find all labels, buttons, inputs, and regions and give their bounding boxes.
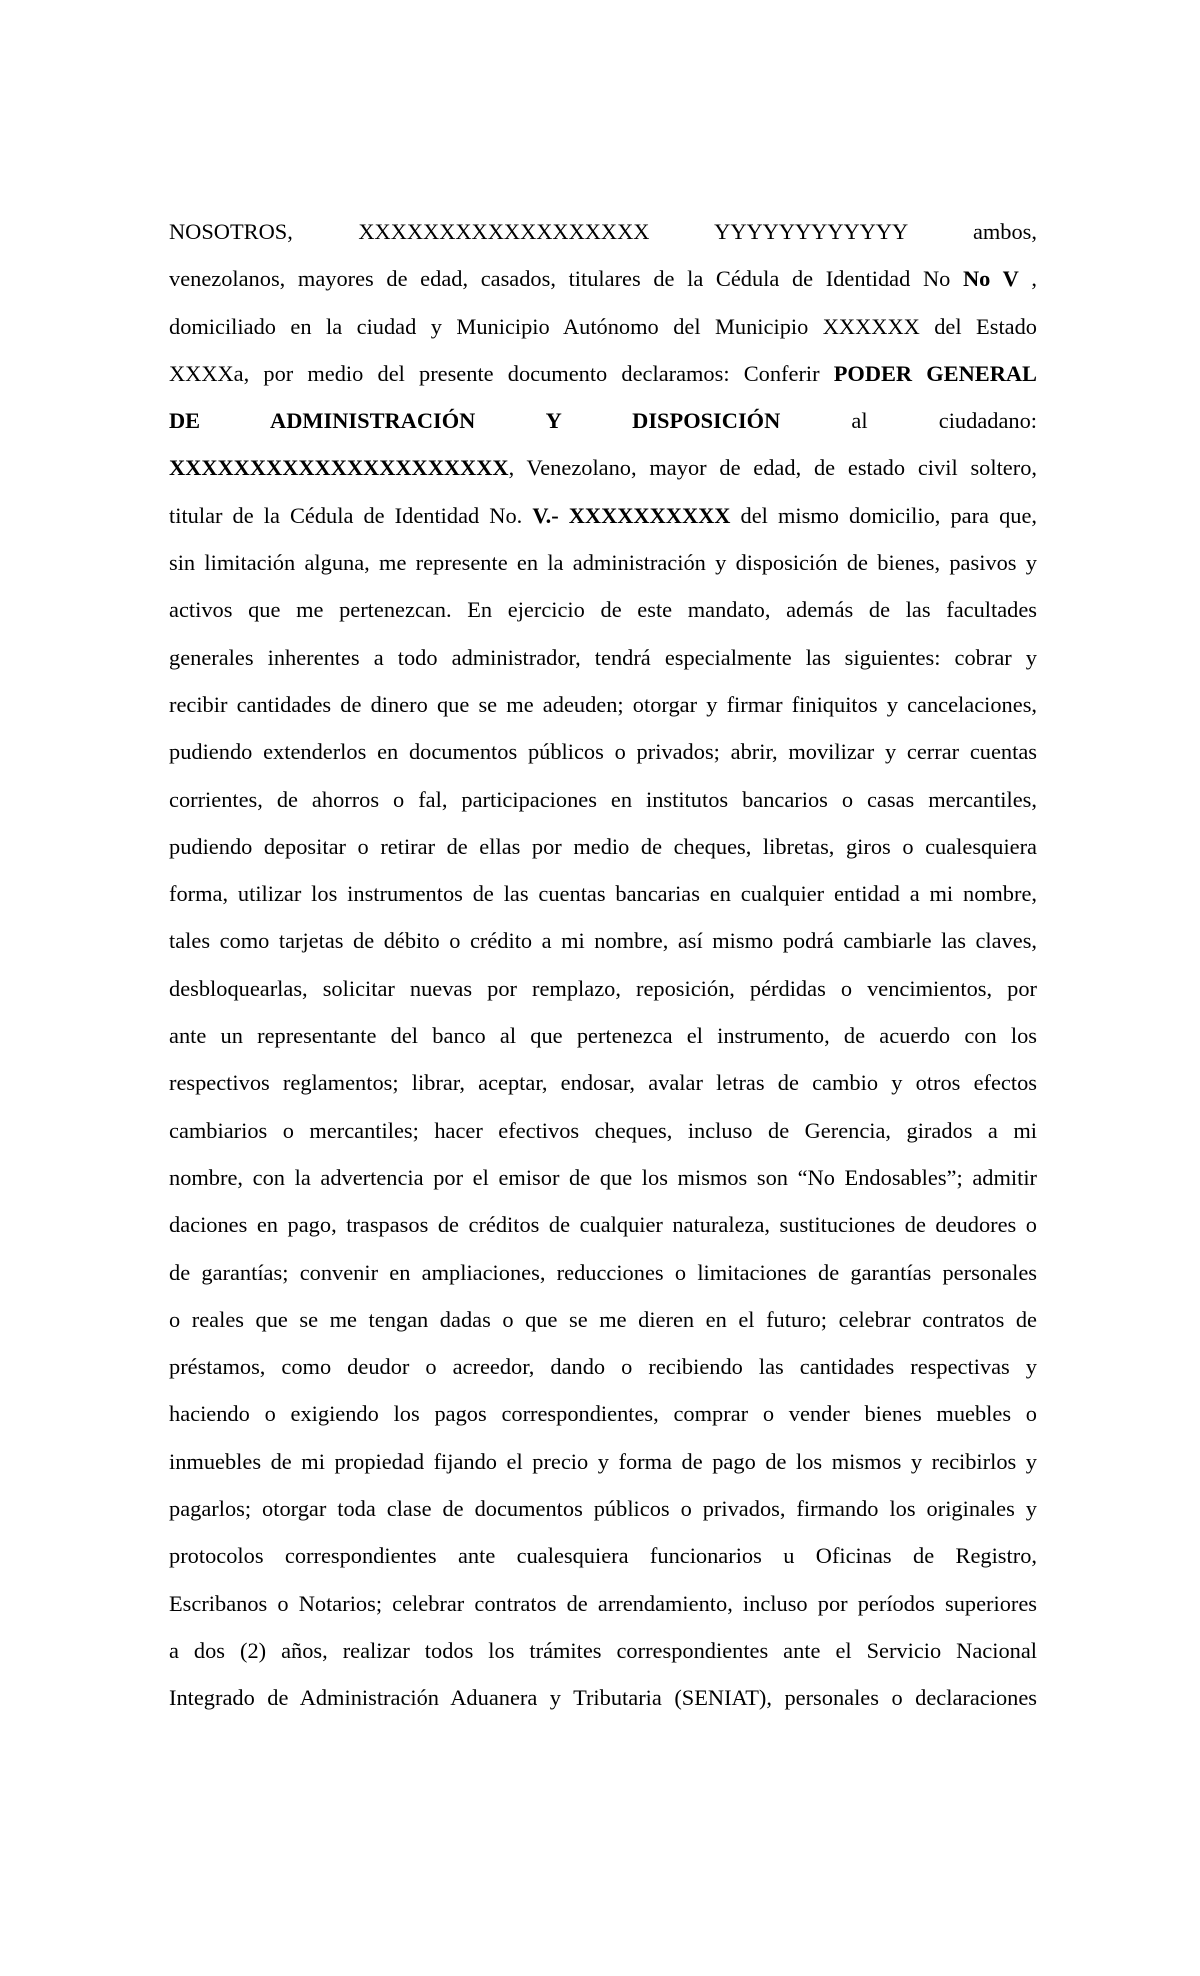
- text-line: [169, 776, 1037, 823]
- text-line: [169, 1438, 1037, 1485]
- text-segment: XXXXa, por medio del presente documento declaramos: Conferir: [169, 360, 834, 386]
- text-line: [169, 917, 1037, 964]
- text-line: [169, 255, 1037, 302]
- text-line: [169, 1532, 1037, 1579]
- text-segment: titular de la Cédula de Identidad No.: [169, 502, 533, 528]
- text-segment: inmuebles de mi propiedad fijando el precio y forma de pago de los mismos y recibirlos y: [169, 1448, 1037, 1474]
- text-segment: activos que me pertenezcan. En ejercicio de este mandato, además de las facultades: [169, 597, 1037, 623]
- text-segment: venezolanos, mayores de edad, casados, titulares de la Cédula de Identidad No: [169, 266, 963, 292]
- text-segment: Escribanos o Notarios; celebrar contratos de arrendamiento, incluso por períodos superiores: [169, 1590, 1037, 1616]
- text-line: [169, 1343, 1037, 1390]
- text-segment: protocolos correspondientes ante cualesquiera funcionarios u Oficinas de Registro,: [169, 1543, 1037, 1569]
- text-segment: generales inherentes a todo administrador, tendrá especialmente las siguientes: cobrar y: [169, 644, 1037, 670]
- text-line: [169, 823, 1037, 870]
- text-segment: nombre, con la advertencia por el emisor de que los mismos son “No Endosables”; admitir: [169, 1164, 1037, 1190]
- text-line: [169, 492, 1037, 539]
- text-line: [169, 539, 1037, 586]
- text-segment: ante un representante del banco al que pertenezca el instrumento, de acuerdo con los: [169, 1023, 1037, 1049]
- text-line: [169, 728, 1037, 775]
- bold-text: No V: [962, 266, 1019, 292]
- text-line: [169, 1390, 1037, 1437]
- text-line: [169, 681, 1037, 728]
- text-segment: o reales que se me tengan dadas o que se me dieren en el futuro; celebrar contratos de: [169, 1306, 1037, 1332]
- bold-text: V.- XXXXXXXXXX: [532, 502, 731, 528]
- text-segment: domiciliado en la ciudad y Municipio Autónomo del Municipio XXXXXX del Estado: [169, 313, 1037, 339]
- text-segment: desbloquearlas, solicitar nuevas por remplazo, reposición, pérdidas o vencimientos, por: [169, 975, 1037, 1001]
- text-line: [169, 634, 1037, 681]
- text-line: [169, 303, 1037, 350]
- text-line: [169, 1249, 1037, 1296]
- text-segment: pudiendo depositar o retirar de ellas por medio de cheques, libretas, giros o cualesquiera: [169, 833, 1037, 859]
- text-line: [169, 1059, 1037, 1106]
- text-line: [169, 1107, 1037, 1154]
- text-line: [169, 1201, 1037, 1248]
- bold-text: XXXXXXXXXXXXXXXXXXXXX: [169, 455, 509, 481]
- document-body: [169, 208, 1037, 1722]
- text-line: [169, 1674, 1037, 1721]
- text-segment: préstamos, como deudor o acreedor, dando o recibiendo las cantidades respectivas y: [169, 1354, 1037, 1380]
- text-segment: del mismo domicilio, para que,: [730, 502, 1037, 528]
- text-segment: recibir cantidades de dinero que se me adeuden; otorgar y firmar finiquitos y cancelaciones,: [169, 691, 1037, 717]
- text-line: [169, 1627, 1037, 1674]
- text-segment: haciendo o exigiendo los pagos correspondientes, comprar o vender bienes muebles o: [169, 1401, 1037, 1427]
- text-line: [169, 586, 1037, 633]
- text-line: [169, 444, 1037, 491]
- text-line: [169, 208, 1037, 255]
- text-segment: ,: [1018, 266, 1037, 292]
- text-segment: daciones en pago, traspasos de créditos de cualquier naturaleza, sustituciones de deudores o: [169, 1212, 1037, 1238]
- text-segment: NOSOTROS, XXXXXXXXXXXXXXXXXX YYYYYYYYYYYY ambos,: [169, 219, 1037, 244]
- text-segment: pagarlos; otorgar toda clase de documentos públicos o privados, firmando los originales y: [169, 1496, 1037, 1522]
- text-segment: pudiendo extenderlos en documentos públicos o privados; abrir, movilizar y cerrar cuentas: [169, 739, 1037, 765]
- text-segment: cambiarios o mercantiles; hacer efectivos cheques, incluso de Gerencia, girados a mi: [169, 1117, 1037, 1143]
- text-line: [169, 965, 1037, 1012]
- text-segment: corrientes, de ahorros o fal, participaciones en institutos bancarios o casas mercantiles,: [169, 786, 1037, 812]
- text-line: [169, 1296, 1037, 1343]
- text-segment: , Venezolano, mayor de edad, de estado civil soltero,: [508, 455, 1037, 481]
- text-line: [169, 1012, 1037, 1059]
- text-segment: sin limitación alguna, me represente en la administración y disposición de bienes, pasivos y: [169, 550, 1037, 576]
- text-line: [169, 1485, 1037, 1532]
- text-line: [169, 397, 1037, 444]
- text-segment: respectivos reglamentos; librar, aceptar, endosar, avalar letras de cambio y otros efectos: [169, 1070, 1037, 1096]
- text-line: [169, 1580, 1037, 1627]
- text-segment: Integrado de Administración Aduanera y Tributaria (SENIAT), personales o declaraciones: [169, 1685, 1037, 1711]
- text-segment: a dos (2) años, realizar todos los trámites correspondientes ante el Servicio Nacional: [169, 1637, 1037, 1663]
- bold-text: DE ADMINISTRACIÓN Y DISPOSICIÓN: [169, 408, 781, 434]
- text-line: [169, 350, 1037, 397]
- text-line: [169, 870, 1037, 917]
- text-segment: al ciudadano:: [780, 408, 1037, 434]
- text-segment: tales como tarjetas de débito o crédito a mi nombre, así mismo podrá cambiarle las claves,: [169, 928, 1037, 954]
- bold-text: PODER GENERAL: [833, 360, 1037, 386]
- text-segment: de garantías; convenir en ampliaciones, reducciones o limitaciones de garantías personales: [169, 1259, 1037, 1285]
- text-segment: forma, utilizar los instrumentos de las cuentas bancarias en cualquier entidad a mi nombre,: [169, 881, 1037, 907]
- text-line: [169, 1154, 1037, 1201]
